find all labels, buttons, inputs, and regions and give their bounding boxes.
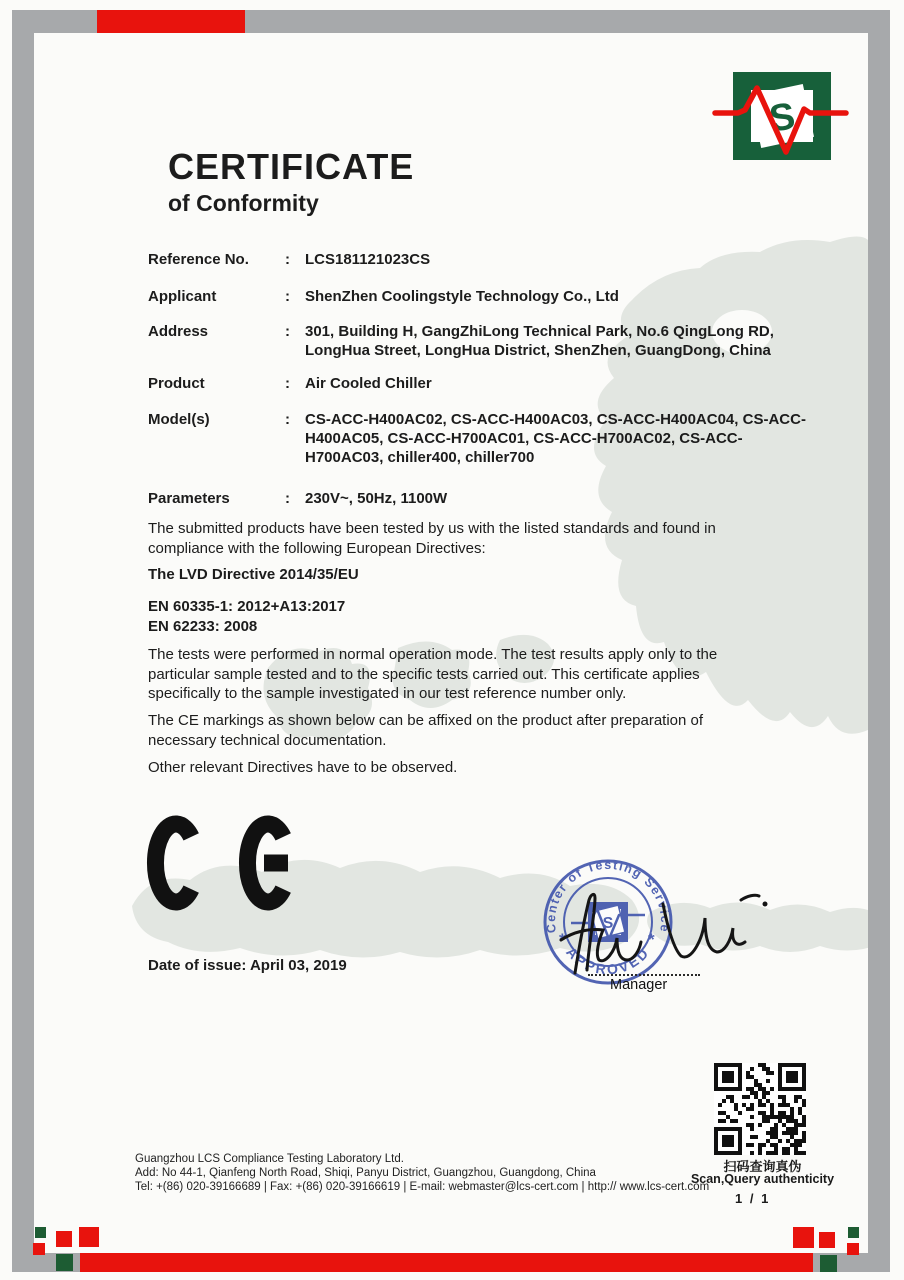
field-value: 230V~, 50Hz, 1100W: [305, 490, 448, 507]
signer-title: Manager: [610, 977, 668, 993]
field-colon: :: [285, 251, 290, 268]
qr-caption-en: Scan,Query authenticity: [690, 1172, 835, 1186]
corner-square: [847, 1243, 859, 1255]
border-top-red-segment: [97, 10, 245, 33]
certificate-subtitle: of Conformity: [168, 190, 319, 216]
qr-caption-zh: 扫码查询真伪: [723, 1160, 802, 1175]
footer-address: Add: No 44-1, Qianfeng North Road, Shiqi, Panyu District, Guangzhou, Guangdong, China: [135, 1167, 596, 1179]
field-colon: :: [285, 288, 290, 305]
stamp-ring-text-path: Center of Testing Service: [543, 857, 673, 934]
corner-square: [35, 1227, 46, 1238]
field-row-product: [148, 374, 808, 393]
field-row-reference: [148, 250, 808, 269]
corner-square: [793, 1227, 814, 1248]
field-row-address: [148, 322, 808, 360]
signature-dotted-line: [588, 960, 700, 976]
field-value: 301, Building H, GangZhiLong Technical Park, No.6 QingLong RD, LongHua Street, LongHua District, ShenZhen, GuangDong, China: [305, 323, 774, 359]
ce-letter-c: [155, 824, 191, 902]
corner-square: [819, 1232, 835, 1248]
tests-note-paragraph: The tests were performed in normal operation mode. The test results apply only to the particular sample tested and to the specific tests carried out. This certificate applies specifically to the sample investigated in our test reference number only.: [148, 646, 718, 702]
corner-square: [33, 1243, 45, 1255]
lvd-directive-line: The LVD Directive 2014/35/EU: [148, 566, 359, 583]
field-value: ShenZhen Coolingstyle Technology Co., Ltd: [305, 288, 619, 305]
certificate-title: CERTIFICATE: [168, 146, 415, 187]
standard-line-2: EN 62233: 2008: [148, 617, 258, 635]
field-label: Model(s): [148, 411, 210, 428]
corner-square: [79, 1227, 99, 1247]
intro-paragraph: The submitted products have been tested by us with the listed standards and found in compliance with the following European Directives:: [148, 520, 716, 557]
corner-square: [56, 1254, 73, 1271]
lcs-logo: [698, 60, 863, 168]
corner-square: [56, 1231, 72, 1247]
stamp-logo-letter: S: [602, 915, 614, 932]
corner-square: [848, 1227, 859, 1238]
ce-note-paragraph: The CE markings as shown below can be affixed on the product after preparation of necessary technical documentation.: [148, 712, 704, 749]
footer-contacts: Tel: +(86) 020-39166689 | Fax: +(86) 020-39166619 | E-mail: webmaster@lcs-cert.com | http:// www.lcs-cert.com: [135, 1181, 710, 1193]
field-value: Air Cooled Chiller: [305, 375, 432, 392]
qr-code: [714, 1063, 806, 1155]
lcs-logo-letter: S: [766, 95, 798, 141]
field-label: Parameters: [148, 490, 230, 507]
border-right-bar: [868, 10, 890, 1272]
standard-line-1: EN 60335-1: 2012+A13:2017: [148, 598, 346, 615]
field-colon: :: [285, 375, 290, 392]
field-label: Reference No.: [148, 251, 249, 268]
field-colon: :: [285, 490, 290, 507]
border-bottom-red-bar: [80, 1253, 813, 1272]
corner-square: [820, 1255, 837, 1272]
page-indicator: 1 / 1: [735, 1191, 771, 1206]
stamp-asterisk-right: *: [648, 930, 655, 949]
field-label: Applicant: [148, 288, 217, 305]
field-label: Address: [148, 323, 209, 340]
field-colon: :: [285, 411, 290, 428]
footer-company: Guangzhou LCS Compliance Testing Laboratory Ltd.: [135, 1153, 404, 1165]
ce-marking: [146, 813, 301, 913]
border-left-bar: [12, 10, 34, 1272]
date-of-issue: Date of issue: April 03, 2019: [148, 957, 347, 974]
stamp-asterisk-left: *: [559, 930, 566, 949]
field-row-parameters: [148, 489, 808, 508]
field-label: Product: [148, 375, 205, 392]
field-row-applicant: [148, 287, 808, 306]
field-value: CS-ACC-H400AC02, CS-ACC-H400AC03, CS-ACC-H400AC04, CS-ACC-H400AC05, CS-ACC-H700AC01, CS-ACC-H700AC02, CS-ACC-H700AC03, chiller400, chiller700: [305, 411, 806, 466]
field-row-models: [148, 410, 808, 467]
other-directives-line: Other relevant Directives have to be observed.: [148, 759, 458, 776]
field-value: LCS181121023CS: [305, 251, 431, 268]
stamp-approved-text-path: APPROVED: [563, 943, 653, 978]
field-colon: :: [285, 323, 290, 340]
